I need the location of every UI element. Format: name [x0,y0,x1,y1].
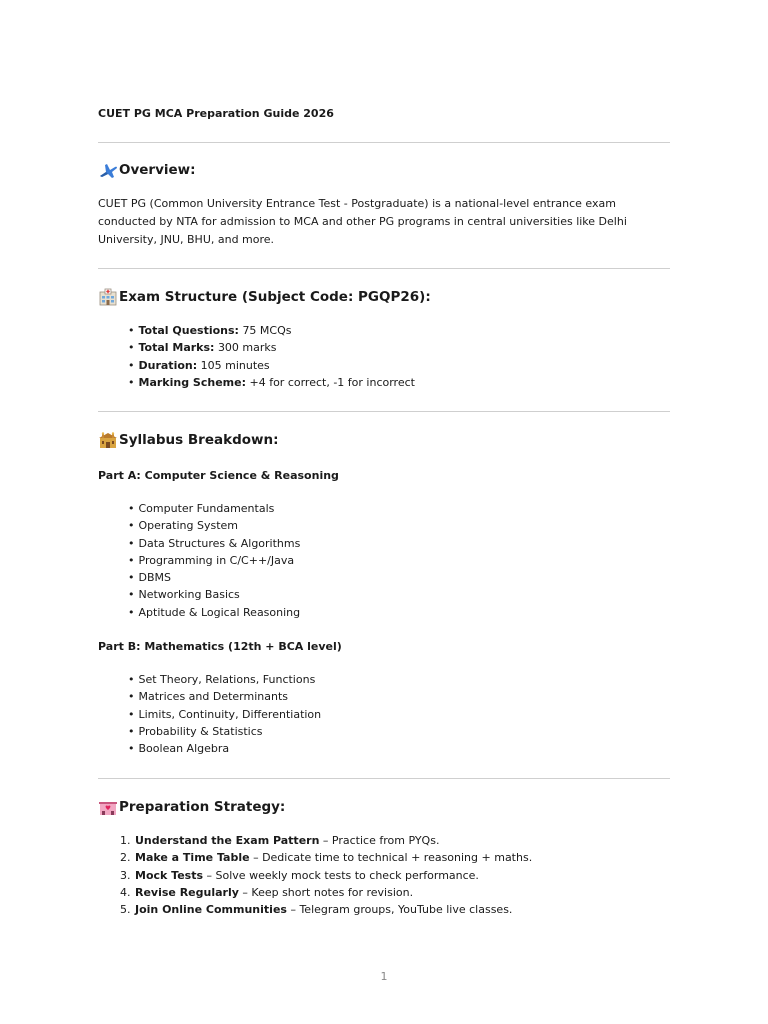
part-a-list [128,500,300,621]
item-number: 3. [120,868,131,882]
list-item [128,357,415,374]
list-item [120,832,532,849]
item-text: – Solve weekly mock tests to check performance. [203,868,479,882]
item-value: 105 minutes [200,358,270,372]
list-item: • Probability & Statistics [128,723,321,740]
temple-icon [98,431,118,449]
item-text: – Practice from PYQs. [319,834,440,847]
strategy-heading [98,798,285,816]
list-item [120,867,532,884]
list-item: • Computer Fundamentals [128,500,300,517]
item-number: 4. [120,885,131,899]
strategy-heading-text: Preparation Strategy: [119,799,286,815]
list-item: • Data Structures & Algorithms [128,535,300,552]
list-item: • Aptitude & Logical Reasoning [128,604,300,621]
list-item [128,339,415,356]
exam-structure-list [128,322,415,391]
item-label: Total Marks: [138,341,215,355]
list-item: • Limits, Continuity, Differentiation [128,706,321,723]
part-b-heading: Part B: Mathematics (12th + BCA level) [98,640,342,653]
document-title: CUET PG MCA Preparation Guide 2026 [98,107,334,120]
divider [98,142,670,143]
list-item: • Matrices and Determinants [128,688,321,705]
divider [98,268,670,269]
item-label: Make a Time Table [135,851,250,865]
item-number: 2. [120,851,131,865]
divider [98,411,670,412]
list-item: • Operating System [128,517,300,534]
airplane-icon [98,161,118,179]
item-value: 300 marks [217,341,277,355]
list-item [120,884,532,901]
exam-structure-heading-text: Exam Structure (Subject Code: PGQP26): [119,289,431,305]
item-label: Total Questions: [138,324,239,337]
item-text: – Telegram groups, YouTube live classes. [286,903,513,917]
strategy-list [120,832,532,918]
syllabus-heading [98,431,279,449]
item-value: 75 MCQs [242,324,292,337]
page-number: 1 [380,970,388,983]
item-text: – Keep short notes for revision. [238,885,414,899]
item-label: Mock Tests [135,868,204,882]
item-label: Duration: [138,358,198,372]
item-label: Understand the Exam Pattern [135,834,320,847]
syllabus-heading-text: Syllabus Breakdown: [119,432,279,448]
list-item [128,374,415,391]
list-item: • Boolean Algebra [128,740,321,757]
item-number: 5. [120,903,131,917]
item-label: Join Online Communities [135,903,287,917]
list-item: • Programming in C/C++/Java [128,552,300,569]
item-number: 1. [120,834,131,847]
item-label: Revise Regularly [135,885,239,899]
list-item: • Networking Basics [128,586,300,603]
list-item [120,849,532,866]
list-item: • Set Theory, Relations, Functions [128,671,321,688]
list-item [128,322,415,339]
love-hotel-icon [98,798,118,816]
divider [98,778,670,779]
overview-heading-text: Overview: [119,162,196,178]
list-item [120,901,532,918]
overview-heading [98,161,196,179]
part-a-heading: Part A: Computer Science & Reasoning [98,469,339,482]
item-value: +4 for correct, -1 for incorrect [249,375,415,389]
item-label: Marking Scheme: [138,375,246,389]
overview-paragraph: CUET PG (Common University Entrance Test - Postgraduate) is a national-level entrance exam conducted by NTA for admission to MCA and other PG programs in central universities like Delhi University, JNU, BHU, and more. [98,197,627,246]
item-text: – Dedicate time to technical + reasoning + maths. [249,851,533,865]
hospital-icon [98,288,118,306]
list-item: • DBMS [128,569,300,586]
part-b-list [128,671,321,757]
exam-structure-heading [98,288,431,306]
